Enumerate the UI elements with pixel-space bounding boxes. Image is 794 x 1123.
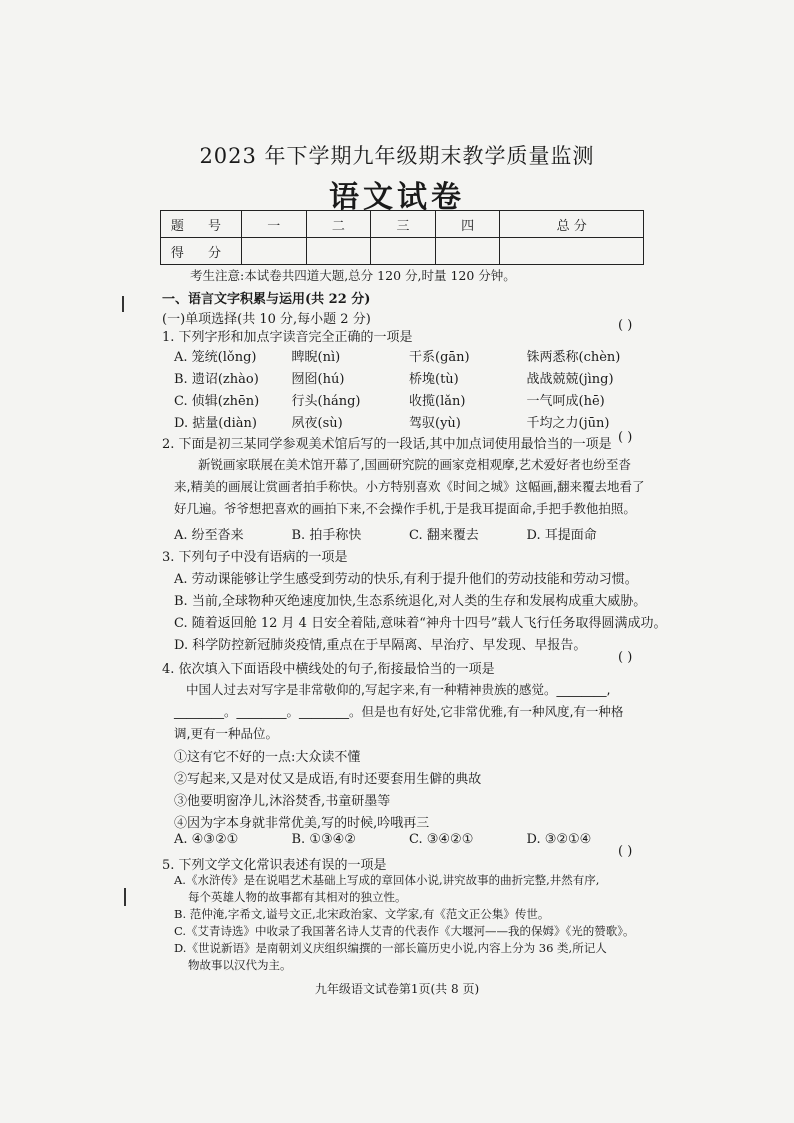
option-row bbox=[174, 524, 644, 543]
question-stem: 2. 下面是初三某同学参观美术馆后写的一段话,其中加点词使用最恰当的一项是 bbox=[162, 437, 612, 452]
score-cell-empty bbox=[242, 238, 307, 265]
option-cell: 驾驭(yù) bbox=[409, 416, 461, 431]
section-title: 一、语言文字积累与运用(共 22 分) bbox=[162, 292, 371, 307]
answer-paren: ( ) bbox=[618, 318, 633, 333]
answer-paren: ( ) bbox=[618, 650, 633, 665]
option-line: B. 当前,全球物种灭绝速度加快,生态系统退化,对人类的生存和发展构成重大威胁。 bbox=[174, 594, 647, 609]
option-row bbox=[174, 412, 644, 431]
exam-title: 2023 年下学期九年级期末教学质量监测 bbox=[199, 144, 595, 168]
option-cell: C. 侦辑(zhēn) bbox=[174, 394, 260, 409]
option-cell: A. ④③②① bbox=[174, 832, 239, 847]
score-cell-empty bbox=[435, 238, 500, 265]
option-line: D.《世说新语》是南朝刘义庆组织编撰的一部长篇历史小说,内容上分为 36 类,所记人 bbox=[174, 941, 607, 955]
score-table-header-row bbox=[161, 211, 644, 238]
option-cell: C. ③④②① bbox=[409, 832, 474, 847]
score-cell-empty bbox=[306, 238, 371, 265]
passage-line: 中国人过去对写字是非常敬仰的,写起字来,有一种精神贵族的感觉。________, bbox=[186, 682, 611, 697]
item-line: ③他要明窗净儿,沐浴焚香,书童研墨等 bbox=[174, 794, 391, 809]
option-cell: B. ①③④② bbox=[291, 832, 356, 847]
option-line: D. 科学防控新冠肺炎疫情,重点在于早隔离、早治疗、早发现、早报告。 bbox=[174, 638, 587, 653]
item-line: ②写起来,又是对仗又是成语,有时还要套用生僻的典故 bbox=[174, 772, 482, 787]
option-cell: 一气呵成(hē) bbox=[526, 394, 605, 409]
question-stem: 4. 依次填入下面语段中横线处的句子,衔接最恰当的一项是 bbox=[162, 662, 495, 677]
option-cell: A. 笼统(lǒng) bbox=[174, 350, 257, 365]
part-title: (一)单项选择(共 10 分,每小题 2 分) bbox=[162, 312, 371, 327]
option-row bbox=[174, 368, 644, 387]
score-cell: 二 bbox=[306, 211, 371, 238]
option-cell: D. 耳提面命 bbox=[526, 528, 597, 543]
score-cell: 三 bbox=[371, 211, 436, 238]
option-cell: D. ③②①④ bbox=[526, 832, 592, 847]
score-cell: 一 bbox=[242, 211, 307, 238]
option-cell: C. 翻来覆去 bbox=[409, 528, 479, 543]
option-cell: 铢两悉称(chèn) bbox=[526, 350, 621, 365]
option-line: A. 劳动课能够让学生感受到劳动的快乐,有利于提升他们的劳动技能和劳动习惯。 bbox=[174, 572, 638, 587]
option-cell: A. 纷至沓来 bbox=[174, 528, 244, 543]
option-cell: 收揽(lǎn) bbox=[409, 394, 466, 409]
option-cell: 千均之力(jūn) bbox=[526, 416, 610, 431]
option-cell: 战战兢兢(jìng) bbox=[526, 372, 614, 387]
option-cell: 囫囵(hú) bbox=[291, 372, 345, 387]
option-cell: B. 遗诏(zhào) bbox=[174, 372, 259, 387]
score-cell: 四 bbox=[435, 211, 500, 238]
option-line: B. 范仲淹,字希文,谥号文正,北宋政治家、文学家,有《范文正公集》传世。 bbox=[174, 907, 550, 921]
margin-mark bbox=[124, 888, 126, 906]
option-line: A.《水浒传》是在说唱艺术基础上写成的章回体小说,讲究故事的曲折完整,井然有序, bbox=[174, 873, 600, 887]
item-line: ①这有它不好的一点:大众读不懂 bbox=[174, 750, 361, 765]
option-cell: 夙夜(sù) bbox=[291, 416, 343, 431]
passage-line: ________。________。________。但是也有好处,它非常优雅,有一种风度,有一种格 bbox=[174, 704, 624, 719]
score-table bbox=[160, 210, 644, 265]
option-cell: B. 拍手称快 bbox=[291, 528, 362, 543]
score-cell: 得 分 bbox=[161, 238, 242, 265]
exam-notice: 考生注意:本试卷共四道大题,总分 120 分,时量 120 分钟。 bbox=[190, 268, 516, 283]
option-row bbox=[174, 390, 644, 409]
item-line: ④因为字本身就非常优美,写的时候,吟哦再三 bbox=[174, 816, 430, 831]
option-line: 物故事以汉代为主。 bbox=[188, 958, 292, 972]
option-cell: 睥睨(nì) bbox=[291, 350, 341, 365]
option-cell: 行头(háng) bbox=[291, 394, 361, 409]
score-cell: 题 号 bbox=[161, 211, 242, 238]
option-line: 每个英雄人物的故事都有其相对的独立性。 bbox=[188, 890, 407, 904]
question-stem: 1. 下列字形和加点字读音完全正确的一项是 bbox=[162, 330, 413, 345]
answer-paren: ( ) bbox=[618, 844, 633, 859]
option-line: C. 随着返回舱 12 月 4 日安全着陆,意味着“神舟十四号”载人飞行任务取得圆满成功。 bbox=[174, 616, 667, 631]
question-passage: 新锐画家联展在美术馆开幕了,国画研究院的画家竞相观摩,艺术爱好者也纷至沓来,精美的画展让赏画者拍手称快。小方特别喜欢《时间之城》这幅画,翻来覆去地看了好几遍。爷爷想把喜欢的画拍下来,不会操作手机,于是我耳提面命,手把手教他拍照。 bbox=[174, 457, 645, 516]
score-cell: 总 分 bbox=[500, 211, 644, 238]
question-stem: 5. 下列文学文化常识表述有误的一项是 bbox=[162, 858, 387, 873]
passage-line: 调,更有一种品位。 bbox=[174, 726, 278, 741]
exam-subtitle: 语文试卷 bbox=[329, 180, 465, 215]
margin-mark bbox=[122, 296, 124, 312]
score-cell-empty bbox=[371, 238, 436, 265]
score-cell-empty bbox=[500, 238, 644, 265]
question-stem: 3. 下列句子中没有语病的一项是 bbox=[162, 550, 348, 565]
option-row bbox=[174, 832, 644, 847]
option-cell: D. 掂量(diàn) bbox=[174, 416, 257, 431]
option-cell: 桥堍(tù) bbox=[409, 372, 459, 387]
page-footer: 九年级语文试卷第1页(共 8 页) bbox=[314, 982, 480, 996]
score-table-score-row bbox=[161, 238, 644, 265]
option-cell: 干系(gān) bbox=[409, 350, 470, 365]
option-row bbox=[174, 346, 644, 365]
option-line: C.《艾青诗选》中收录了我国著名诗人艾青的代表作《大堰河——我的保姆》《光的赞歌》。 bbox=[174, 924, 635, 938]
answer-paren: ( ) bbox=[618, 430, 633, 445]
